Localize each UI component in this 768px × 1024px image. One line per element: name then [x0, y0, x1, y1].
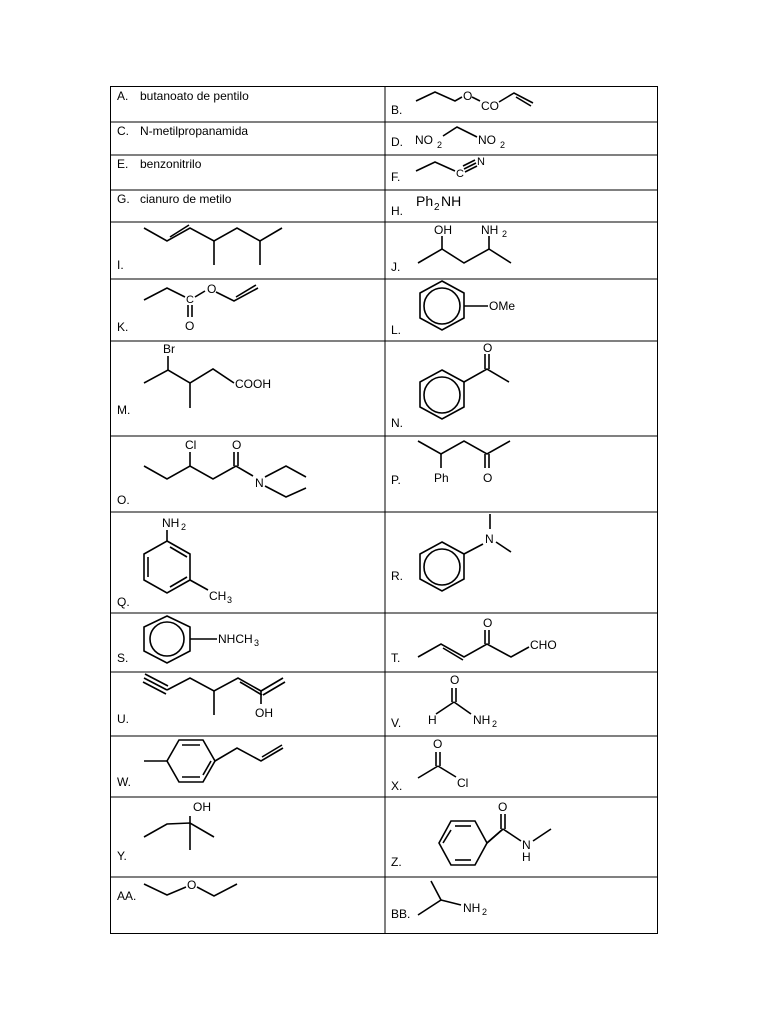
- item-label: T.: [391, 651, 401, 665]
- structure-n: [385, 341, 658, 436]
- item-label: H.: [391, 204, 403, 218]
- atom-label: O: [232, 438, 242, 452]
- atom-label: Cl: [185, 438, 197, 452]
- structure-f: [385, 155, 658, 190]
- compound-name: butanoato de pentilo: [140, 89, 249, 103]
- item-label: W.: [117, 775, 131, 789]
- atom-label: OH: [434, 223, 452, 237]
- cell-i: [110, 222, 385, 279]
- atom-label: H: [428, 713, 437, 727]
- cell-p: [385, 436, 658, 512]
- cell-o: [110, 436, 385, 512]
- atom-label: NH: [162, 516, 180, 530]
- atom-label: NH: [481, 223, 499, 237]
- item-label: R.: [391, 569, 403, 583]
- atom-label: NO: [415, 133, 433, 147]
- item-label: AA.: [117, 889, 137, 903]
- structure-w: [110, 736, 385, 797]
- cell-v: [385, 672, 658, 736]
- structure-q: [110, 512, 385, 613]
- cell-n: [385, 341, 658, 436]
- atom-label: OMe: [489, 299, 516, 313]
- atom-label: C: [456, 168, 464, 180]
- cell-q: [110, 512, 385, 613]
- atom-label: Br: [163, 342, 175, 356]
- cell-x: [385, 736, 658, 797]
- atom-label: O: [450, 673, 460, 687]
- cell-h: [385, 190, 658, 222]
- cell-c: [110, 122, 385, 155]
- cell-k: [110, 279, 385, 341]
- cell-d: [385, 122, 658, 155]
- atom-label: O: [483, 471, 493, 485]
- atom-label: O: [498, 800, 508, 814]
- item-label: A.: [117, 89, 129, 103]
- atom-label: 2: [482, 907, 488, 917]
- atom-label: N: [485, 532, 494, 546]
- structure-t: [385, 613, 658, 672]
- item-label: G.: [117, 192, 130, 206]
- atom-label: CO: [481, 99, 499, 113]
- atom-label: 2: [181, 522, 187, 532]
- item-label: I.: [117, 258, 124, 272]
- structure-z: [385, 797, 658, 877]
- atom-label: OH: [193, 800, 211, 814]
- structure-d: [385, 122, 658, 155]
- item-label: L.: [391, 323, 402, 337]
- item-label: Y.: [117, 849, 127, 863]
- cell-u: [110, 672, 385, 736]
- cell-m: [110, 341, 385, 436]
- structure-h: [385, 190, 658, 222]
- atom-label: Cl: [457, 776, 469, 790]
- atom-label: NH: [463, 901, 481, 915]
- structure-r: [385, 512, 658, 613]
- item-label: Z.: [391, 855, 402, 869]
- atom-label: CHO: [530, 638, 557, 652]
- compound-name: N-metilpropanamida: [140, 124, 249, 138]
- atom-label: O: [207, 282, 217, 296]
- item-label: BB.: [391, 907, 411, 921]
- atom-label: H: [522, 850, 531, 864]
- item-label: B.: [391, 103, 403, 117]
- structure-v: [385, 672, 658, 736]
- structure-u: [110, 672, 385, 736]
- structure-bb: [385, 877, 658, 934]
- cell-bb: [385, 877, 658, 934]
- item-label: C.: [117, 124, 129, 138]
- structure-x: [385, 736, 658, 797]
- atom-label: NHCH: [218, 632, 253, 646]
- atom-label: 3: [227, 595, 233, 605]
- atom-label: NH: [441, 193, 462, 209]
- item-label: S.: [117, 651, 129, 665]
- structure-k: [110, 279, 385, 341]
- structure-j: [385, 222, 658, 279]
- atom-label: O: [483, 616, 493, 630]
- item-label: J.: [391, 260, 401, 274]
- structure-s: [110, 613, 385, 672]
- item-label: F.: [391, 170, 401, 184]
- atom-label: 2: [500, 140, 506, 150]
- atom-label: O: [187, 878, 197, 892]
- cell-y: [110, 797, 385, 877]
- atom-label: O: [185, 319, 195, 333]
- atom-label: O: [463, 89, 473, 103]
- structure-o: [110, 436, 385, 512]
- item-label: K.: [117, 320, 129, 334]
- structure-b: [385, 86, 658, 122]
- atom-label: NO: [478, 133, 496, 147]
- atom-label: C: [186, 294, 194, 306]
- item-label: O.: [117, 493, 130, 507]
- item-label: V.: [391, 716, 402, 730]
- structure-i: [110, 222, 385, 279]
- atom-label: COOH: [235, 377, 271, 391]
- item-label: N.: [391, 416, 403, 430]
- item-label: D.: [391, 135, 403, 149]
- atom-label: OH: [255, 706, 273, 720]
- atom-label: N: [477, 156, 485, 168]
- cell-s: [110, 613, 385, 672]
- cell-r: [385, 512, 658, 613]
- atom-label: 2: [434, 202, 440, 213]
- compound-name: cianuro de metilo: [140, 192, 232, 206]
- item-label: P.: [391, 473, 401, 487]
- structure-p: [385, 436, 658, 512]
- cell-j: [385, 222, 658, 279]
- atom-label: N: [255, 476, 264, 490]
- cell-g: [110, 190, 385, 222]
- cell-a: [110, 86, 385, 122]
- atom-label: Ph: [416, 193, 434, 209]
- atom-label: NH: [473, 713, 491, 727]
- compound-name: benzonitrilo: [140, 157, 202, 171]
- atom-label: Ph: [434, 471, 449, 485]
- exercise-table: [110, 86, 658, 934]
- atom-label: O: [483, 341, 493, 355]
- item-label: X.: [391, 779, 403, 793]
- item-label: U.: [117, 712, 129, 726]
- atom-label: 2: [492, 719, 498, 729]
- cell-b: [385, 86, 658, 122]
- cell-z: [385, 797, 658, 877]
- structure-aa: [110, 877, 385, 934]
- atom-label: O: [433, 737, 443, 751]
- item-label: E.: [117, 157, 129, 171]
- cell-l: [385, 279, 658, 341]
- cell-w: [110, 736, 385, 797]
- atom-label: CH: [209, 589, 227, 603]
- structure-y: [110, 797, 385, 877]
- cell-f: [385, 155, 658, 190]
- atom-label: 3: [254, 638, 260, 648]
- atom-label: 2: [437, 140, 443, 150]
- structure-m: [110, 341, 385, 436]
- cell-e: [110, 155, 385, 190]
- item-label: M.: [117, 403, 131, 417]
- structure-l: [385, 279, 658, 341]
- cell-aa: [110, 877, 385, 934]
- atom-label: 2: [502, 229, 508, 239]
- item-label: Q.: [117, 595, 130, 609]
- atom-label: N: [522, 838, 531, 852]
- cell-t-box: [385, 613, 658, 672]
